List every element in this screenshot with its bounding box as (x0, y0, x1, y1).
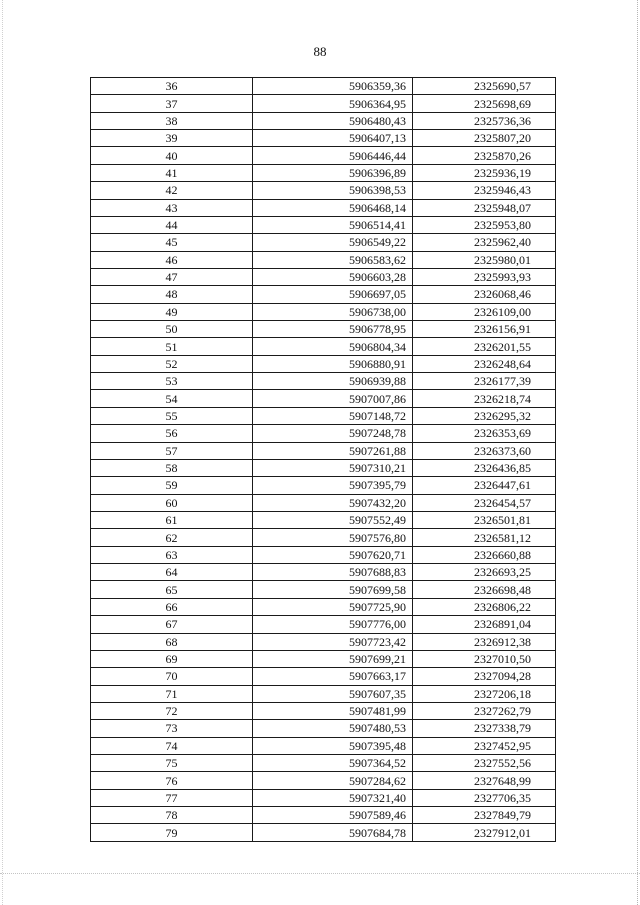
table-row (91, 147, 556, 164)
x-coordinate-cell: 5906778,95 (253, 321, 413, 338)
y-coordinate-cell: 2326581,12 (413, 529, 556, 546)
table-row (91, 598, 556, 615)
point-number-cell: 71 (91, 685, 253, 702)
point-number-cell: 51 (91, 338, 253, 355)
x-coordinate-cell: 5907321,40 (253, 789, 413, 806)
y-coordinate-cell: 2325736,36 (413, 112, 556, 129)
point-number-cell: 78 (91, 807, 253, 824)
point-number-cell: 64 (91, 564, 253, 581)
point-number-cell: 58 (91, 459, 253, 476)
x-coordinate-cell: 5906480,43 (253, 112, 413, 129)
point-number-cell: 36 (91, 78, 253, 95)
point-number-cell: 55 (91, 407, 253, 424)
x-coordinate-cell: 5907284,62 (253, 772, 413, 789)
y-coordinate-cell: 2325870,26 (413, 147, 556, 164)
y-coordinate-cell: 2326693,25 (413, 564, 556, 581)
table-row (91, 234, 556, 251)
point-number-cell: 77 (91, 789, 253, 806)
table-row (91, 529, 556, 546)
point-number-cell: 63 (91, 546, 253, 563)
y-coordinate-cell: 2325980,01 (413, 251, 556, 268)
table-row (91, 199, 556, 216)
x-coordinate-cell: 5906804,34 (253, 338, 413, 355)
point-number-cell: 65 (91, 581, 253, 598)
point-number-cell: 42 (91, 182, 253, 199)
table-row (91, 407, 556, 424)
table-row (91, 182, 556, 199)
y-coordinate-cell: 2326248,64 (413, 355, 556, 372)
x-coordinate-cell: 5907725,90 (253, 598, 413, 615)
table-row (91, 477, 556, 494)
point-number-cell: 68 (91, 633, 253, 650)
table-row (91, 581, 556, 598)
point-number-cell: 67 (91, 616, 253, 633)
point-number-cell: 45 (91, 234, 253, 251)
y-coordinate-cell: 2325953,80 (413, 216, 556, 233)
y-coordinate-cell: 2326373,60 (413, 442, 556, 459)
table-row (91, 685, 556, 702)
x-coordinate-cell: 5906603,28 (253, 268, 413, 285)
y-coordinate-cell: 2327010,50 (413, 650, 556, 667)
point-number-cell: 37 (91, 95, 253, 112)
scan-bottom-line (0, 873, 640, 875)
table-row (91, 546, 556, 563)
table-row (91, 789, 556, 806)
x-coordinate-cell: 5906939,88 (253, 373, 413, 390)
x-coordinate-cell: 5906398,53 (253, 182, 413, 199)
y-coordinate-cell: 2326447,61 (413, 477, 556, 494)
y-coordinate-cell: 2325690,57 (413, 78, 556, 95)
table-row (91, 737, 556, 754)
y-coordinate-cell: 2327452,95 (413, 737, 556, 754)
y-coordinate-cell: 2326201,55 (413, 338, 556, 355)
y-coordinate-cell: 2325946,43 (413, 182, 556, 199)
point-number-cell: 54 (91, 390, 253, 407)
y-coordinate-cell: 2326156,91 (413, 321, 556, 338)
table-row (91, 78, 556, 95)
table-row (91, 616, 556, 633)
x-coordinate-cell: 5907576,80 (253, 529, 413, 546)
point-number-cell: 39 (91, 130, 253, 147)
y-coordinate-cell: 2326698,48 (413, 581, 556, 598)
point-number-cell: 43 (91, 199, 253, 216)
table-row (91, 720, 556, 737)
table-row (91, 442, 556, 459)
table-row (91, 772, 556, 789)
table-row (91, 338, 556, 355)
x-coordinate-cell: 5907248,78 (253, 425, 413, 442)
x-coordinate-cell: 5907395,79 (253, 477, 413, 494)
point-number-cell: 44 (91, 216, 253, 233)
point-number-cell: 38 (91, 112, 253, 129)
x-coordinate-cell: 5906396,89 (253, 164, 413, 181)
y-coordinate-cell: 2327706,35 (413, 789, 556, 806)
y-coordinate-cell: 2327338,79 (413, 720, 556, 737)
x-coordinate-cell: 5907310,21 (253, 459, 413, 476)
point-number-cell: 53 (91, 373, 253, 390)
y-coordinate-cell: 2326353,69 (413, 425, 556, 442)
x-coordinate-cell: 5907607,35 (253, 685, 413, 702)
table-row (91, 303, 556, 320)
point-number-cell: 50 (91, 321, 253, 338)
table-row (91, 755, 556, 772)
point-number-cell: 76 (91, 772, 253, 789)
table-row (91, 633, 556, 650)
table-row (91, 286, 556, 303)
x-coordinate-cell: 5907395,48 (253, 737, 413, 754)
y-coordinate-cell: 2326501,81 (413, 511, 556, 528)
y-coordinate-cell: 2326660,88 (413, 546, 556, 563)
table-row (91, 373, 556, 390)
point-number-cell: 74 (91, 737, 253, 754)
page-number: 88 (313, 44, 327, 59)
point-number-cell: 41 (91, 164, 253, 181)
table-row (91, 216, 556, 233)
point-number-cell: 72 (91, 702, 253, 719)
point-number-cell: 59 (91, 477, 253, 494)
y-coordinate-cell: 2327648,99 (413, 772, 556, 789)
point-number-cell: 61 (91, 511, 253, 528)
table-row (91, 702, 556, 719)
y-coordinate-cell: 2326912,38 (413, 633, 556, 650)
point-number-cell: 60 (91, 494, 253, 511)
x-coordinate-cell: 5906738,00 (253, 303, 413, 320)
table-row (91, 668, 556, 685)
point-number-cell: 79 (91, 824, 253, 841)
y-coordinate-cell: 2325993,93 (413, 268, 556, 285)
point-number-cell: 46 (91, 251, 253, 268)
y-coordinate-cell: 2326218,74 (413, 390, 556, 407)
table-row (91, 321, 556, 338)
x-coordinate-cell: 5907480,53 (253, 720, 413, 737)
coordinates-table-body (91, 78, 556, 842)
y-coordinate-cell: 2327849,79 (413, 807, 556, 824)
y-coordinate-cell: 2327094,28 (413, 668, 556, 685)
x-coordinate-cell: 5907776,00 (253, 616, 413, 633)
x-coordinate-cell: 5907552,49 (253, 511, 413, 528)
point-number-cell: 75 (91, 755, 253, 772)
point-number-cell: 48 (91, 286, 253, 303)
y-coordinate-cell: 2325698,69 (413, 95, 556, 112)
table-row (91, 650, 556, 667)
y-coordinate-cell: 2327912,01 (413, 824, 556, 841)
x-coordinate-cell: 5907684,78 (253, 824, 413, 841)
table-row (91, 130, 556, 147)
point-number-cell: 40 (91, 147, 253, 164)
x-coordinate-cell: 5906514,41 (253, 216, 413, 233)
table-row (91, 95, 556, 112)
x-coordinate-cell: 5907699,58 (253, 581, 413, 598)
point-number-cell: 49 (91, 303, 253, 320)
table-row (91, 112, 556, 129)
x-coordinate-cell: 5906364,95 (253, 95, 413, 112)
x-coordinate-cell: 5906468,14 (253, 199, 413, 216)
x-coordinate-cell: 5906407,13 (253, 130, 413, 147)
x-coordinate-cell: 5906583,62 (253, 251, 413, 268)
y-coordinate-cell: 2326295,32 (413, 407, 556, 424)
table-row (91, 459, 556, 476)
y-coordinate-cell: 2325948,07 (413, 199, 556, 216)
table-row (91, 494, 556, 511)
table-row (91, 425, 556, 442)
point-number-cell: 56 (91, 425, 253, 442)
x-coordinate-cell: 5907723,42 (253, 633, 413, 650)
x-coordinate-cell: 5907481,99 (253, 702, 413, 719)
table-row (91, 564, 556, 581)
table-row (91, 390, 556, 407)
x-coordinate-cell: 5907432,20 (253, 494, 413, 511)
y-coordinate-cell: 2326454,57 (413, 494, 556, 511)
y-coordinate-cell: 2326436,85 (413, 459, 556, 476)
y-coordinate-cell: 2327262,79 (413, 702, 556, 719)
y-coordinate-cell: 2326177,39 (413, 373, 556, 390)
scan-edge-left (2, 0, 4, 905)
x-coordinate-cell: 5906880,91 (253, 355, 413, 372)
y-coordinate-cell: 2326891,04 (413, 616, 556, 633)
table-row (91, 807, 556, 824)
x-coordinate-cell: 5907699,21 (253, 650, 413, 667)
point-number-cell: 57 (91, 442, 253, 459)
x-coordinate-cell: 5907688,83 (253, 564, 413, 581)
x-coordinate-cell: 5907589,46 (253, 807, 413, 824)
y-coordinate-cell: 2325807,20 (413, 130, 556, 147)
table-row (91, 268, 556, 285)
x-coordinate-cell: 5906549,22 (253, 234, 413, 251)
x-coordinate-cell: 5906446,44 (253, 147, 413, 164)
point-number-cell: 47 (91, 268, 253, 285)
point-number-cell: 69 (91, 650, 253, 667)
y-coordinate-cell: 2327552,56 (413, 755, 556, 772)
y-coordinate-cell: 2327206,18 (413, 685, 556, 702)
x-coordinate-cell: 5907620,71 (253, 546, 413, 563)
table-row (91, 251, 556, 268)
coordinates-table (90, 77, 556, 842)
y-coordinate-cell: 2326068,46 (413, 286, 556, 303)
table-row (91, 824, 556, 841)
table-row (91, 355, 556, 372)
x-coordinate-cell: 5906697,05 (253, 286, 413, 303)
x-coordinate-cell: 5907364,52 (253, 755, 413, 772)
x-coordinate-cell: 5907007,86 (253, 390, 413, 407)
scan-edge-right (636, 0, 638, 905)
table-row (91, 164, 556, 181)
point-number-cell: 70 (91, 668, 253, 685)
x-coordinate-cell: 5907148,72 (253, 407, 413, 424)
y-coordinate-cell: 2325936,19 (413, 164, 556, 181)
y-coordinate-cell: 2325962,40 (413, 234, 556, 251)
x-coordinate-cell: 5907663,17 (253, 668, 413, 685)
point-number-cell: 66 (91, 598, 253, 615)
point-number-cell: 62 (91, 529, 253, 546)
point-number-cell: 52 (91, 355, 253, 372)
table-row (91, 511, 556, 528)
x-coordinate-cell: 5906359,36 (253, 78, 413, 95)
y-coordinate-cell: 2326806,22 (413, 598, 556, 615)
point-number-cell: 73 (91, 720, 253, 737)
x-coordinate-cell: 5907261,88 (253, 442, 413, 459)
y-coordinate-cell: 2326109,00 (413, 303, 556, 320)
